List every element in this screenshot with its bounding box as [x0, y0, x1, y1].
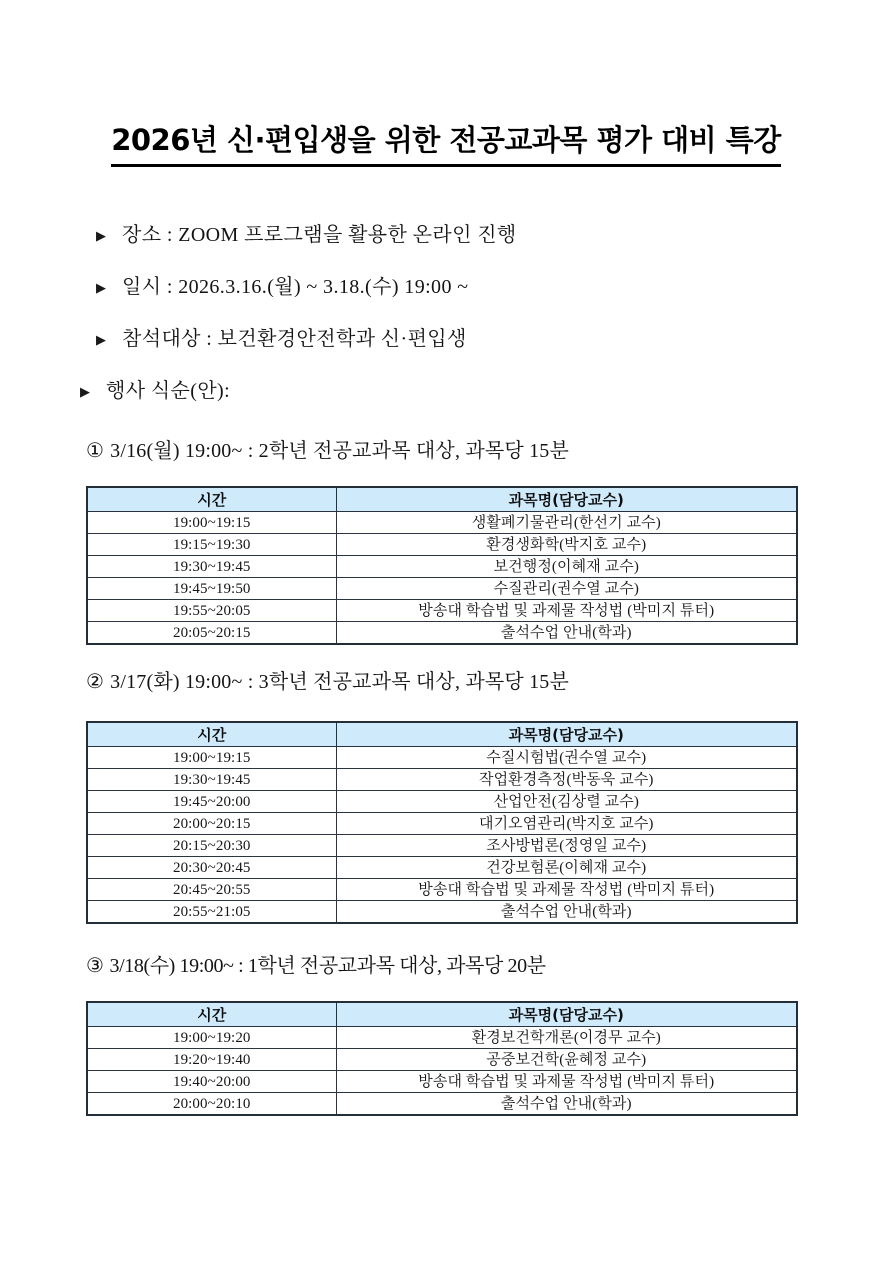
- cell-time: 20:00~20:15: [87, 813, 336, 835]
- list-item-label: 일시 : 2026.3.16.(월) ~ 3.18.(수) 19:00 ~: [122, 276, 469, 298]
- table-row: [87, 1049, 797, 1071]
- cell-time: 20:15~20:30: [87, 835, 336, 857]
- cell-subject: 출석수업 안내(학과): [336, 1093, 797, 1116]
- schedule-table-3: [86, 1001, 798, 1116]
- table-header-row: [87, 722, 797, 747]
- cell-subject: 보건행정(이혜재 교수): [336, 556, 797, 578]
- cell-time: 19:45~20:00: [87, 791, 336, 813]
- list-item-label: 행사 식순(안):: [106, 380, 231, 402]
- cell-time: 19:45~19:50: [87, 578, 336, 600]
- bullet-triangle-icon: ▶: [96, 228, 106, 243]
- cell-subject: 출석수업 안내(학과): [336, 622, 797, 645]
- cell-subject: 산업안전(김상렬 교수): [336, 791, 797, 813]
- column-header-time: 시간: [87, 1002, 336, 1027]
- list-item: [96, 274, 816, 326]
- cell-time: 19:00~19:15: [87, 747, 336, 769]
- table-row: [87, 622, 797, 645]
- table-row: [87, 512, 797, 534]
- cell-subject: 출석수업 안내(학과): [336, 901, 797, 924]
- cell-time: 20:05~20:15: [87, 622, 336, 645]
- section-heading-text-3: 3/18(수) 19:00~ : 1학년 전공교과목 대상, 과목당 20분: [109, 955, 546, 977]
- list-item-label: 참석대상 : 보건환경안전학과 신·편입생: [122, 328, 467, 350]
- section-marker-3: ③: [86, 955, 104, 977]
- column-header-subject: 과목명(담당교수): [336, 487, 797, 512]
- page-title-text: 2026년 신·편입생을 위한 전공교과목 평가 대비 특강: [111, 118, 781, 167]
- table-row: [87, 534, 797, 556]
- cell-subject: 작업환경측정(박동욱 교수): [336, 769, 797, 791]
- table-row: [87, 879, 797, 901]
- cell-subject: 환경보건학개론(이경무 교수): [336, 1027, 797, 1049]
- cell-time: 19:15~19:30: [87, 534, 336, 556]
- list-item-label: 장소 : ZOOM 프로그램을 활용한 온라인 진행: [122, 224, 517, 246]
- table-row: [87, 747, 797, 769]
- section-heading-text-1: 3/16(월) 19:00~ : 2학년 전공교과목 대상, 과목당 15분: [110, 440, 570, 462]
- cell-subject: 공중보건학(윤혜정 교수): [336, 1049, 797, 1071]
- list-item: [80, 378, 816, 430]
- event-info-list: [80, 222, 816, 430]
- bullet-triangle-icon: ▶: [80, 384, 90, 399]
- section-heading-3: [86, 954, 546, 978]
- cell-subject: 방송대 학습법 및 과제물 작성법 (박미지 튜터): [336, 1071, 797, 1093]
- cell-time: 19:30~19:45: [87, 769, 336, 791]
- cell-subject: 생활폐기물관리(한선기 교수): [336, 512, 797, 534]
- column-header-time: 시간: [87, 722, 336, 747]
- table-row: [87, 1093, 797, 1116]
- page-title: [0, 118, 892, 167]
- table-row: [87, 600, 797, 622]
- cell-subject: 방송대 학습법 및 과제물 작성법 (박미지 튜터): [336, 879, 797, 901]
- cell-time: 19:40~20:00: [87, 1071, 336, 1093]
- bullet-triangle-icon: ▶: [96, 332, 106, 347]
- list-item: [96, 326, 816, 378]
- section-marker-1: ①: [86, 440, 105, 462]
- table-row: [87, 857, 797, 879]
- table-row: [87, 578, 797, 600]
- cell-subject: 수질관리(권수열 교수): [336, 578, 797, 600]
- table-row: [87, 1027, 797, 1049]
- schedule-table-1: [86, 486, 798, 645]
- table-row: [87, 769, 797, 791]
- section-marker-2: ②: [86, 671, 105, 693]
- cell-subject: 건강보험론(이혜재 교수): [336, 857, 797, 879]
- cell-time: 20:55~21:05: [87, 901, 336, 924]
- table-row: [87, 813, 797, 835]
- column-header-subject: 과목명(담당교수): [336, 1002, 797, 1027]
- table-row: [87, 791, 797, 813]
- table-row: [87, 556, 797, 578]
- cell-time: 20:00~20:10: [87, 1093, 336, 1116]
- cell-time: 19:20~19:40: [87, 1049, 336, 1071]
- cell-subject: 조사방법론(정영일 교수): [336, 835, 797, 857]
- cell-time: 19:30~19:45: [87, 556, 336, 578]
- column-header-time: 시간: [87, 487, 336, 512]
- table-header-row: [87, 1002, 797, 1027]
- section-heading-2: [86, 670, 569, 694]
- cell-time: 20:30~20:45: [87, 857, 336, 879]
- cell-subject: 수질시험법(권수열 교수): [336, 747, 797, 769]
- table-row: [87, 901, 797, 924]
- table-row: [87, 1071, 797, 1093]
- list-item: [96, 222, 816, 274]
- cell-time: 20:45~20:55: [87, 879, 336, 901]
- table-row: [87, 835, 797, 857]
- cell-subject: 대기오염관리(박지호 교수): [336, 813, 797, 835]
- cell-time: 19:00~19:20: [87, 1027, 336, 1049]
- cell-subject: 방송대 학습법 및 과제물 작성법 (박미지 튜터): [336, 600, 797, 622]
- section-heading-text-2: 3/17(화) 19:00~ : 3학년 전공교과목 대상, 과목당 15분: [110, 671, 570, 693]
- bullet-triangle-icon: ▶: [96, 280, 106, 295]
- table-header-row: [87, 487, 797, 512]
- section-heading-1: [86, 439, 569, 463]
- cell-subject: 환경생화학(박지호 교수): [336, 534, 797, 556]
- cell-time: 19:55~20:05: [87, 600, 336, 622]
- cell-time: 19:00~19:15: [87, 512, 336, 534]
- column-header-subject: 과목명(담당교수): [336, 722, 797, 747]
- schedule-table-2: [86, 721, 798, 924]
